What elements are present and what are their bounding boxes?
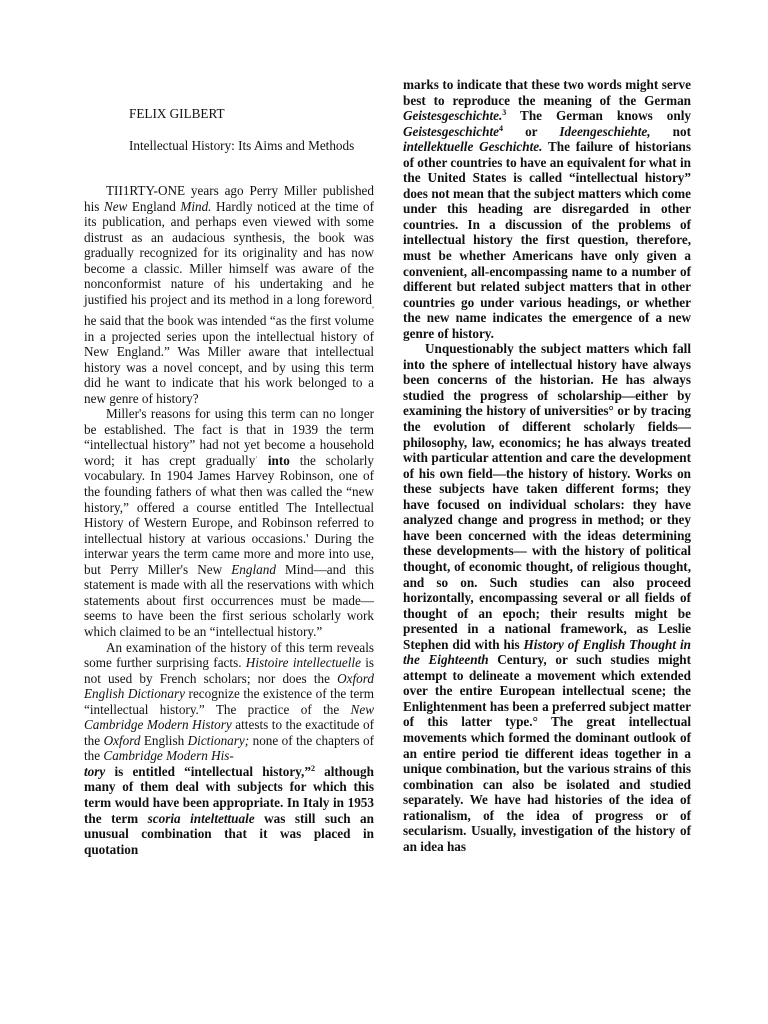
paragraph-4: marks to indicate that these two words might serve best to reproduce the meaning of the German Geistesgeschichte.$^3$ The German knows only Geistesgeschichte$^4$ or Ideengeschiehte, not intellektuelle Geschichte. The failure of historians of other countries to have an equivalent for what in the United States is called “intellectual history” does not mean that the subject matters which come under this heading are disregarded in other countries. In a discussion of the problems of intellectual history the first question, therefore, must be whether Americans have only given a convenient, all-encompassing name to a number of different but related subject matters that in other countries go under various headings, or whether the new name indicates the emergence of a new genre of history.: [403, 77, 692, 341]
left-column: [84, 183, 374, 857]
paragraph-3: An examination of the history of this term reveals some further surprising facts. Histoire intellectuelle is not used by French scholars; nor does the Oxford English Dictionary recognize the existence of the term “intellectual history.” The practice of the New Cambridge Modern History attests to the exactitude of the Oxford English Dictionary; none of the chapters of the Cambridge Modern His- tory is entitled “intellectual history,”$^2$ although many of them deal with subjects for which this term would have been appropriate. In Italy in 1953 the term scoria inteltettuale was still such an unusual combination that it was placed in quotation: [84, 639, 375, 857]
paragraph-5: Unquestionably the subject matters which fall into the sphere of intellectual history have always been concerns of the historian. He has always studied the progress of scholarship—either by examining the history of universities° or by tracing the evolution of different scholarly fields—philosophy, law, economics; he has always treated with particular attention and care the development of his own field—the history of history. Works on these subjects have taken different forms; they have focused on individual scholars: they have analyzed change and progress in method; or they have been concerned with the ideas determining these developments— with the history of political thought, of economic thought, of religious thought, and so on. Such studies can also proceed horizontally, encompassing several or all fields of thought of an epoch; their results might be presented in a national framework, as Leslie Stephen did with his History of English Thought in the Eighteenth Century, or such studies might attempt to delineate a movement which extended over the entire European intellectual scene; the Enlightenment has been a preferred subject matter of this latter type.° The great intellectual movements which formed the dominant outlook of an entire period tie different ideas together in a unique combination, but the various strains of this combination can also be isolated and studied separately. We have had histories of the idea of rationalism, of the idea of progress or of secularism. Usually, investigation of the history of an idea has: [403, 341, 692, 854]
paragraph-1: TII1RTY-ONE years ago Perry Miller published his New England Mind. Hardly noticed at the time of its publication, and perhaps even viewed with some distrust as an audacious synthesis, the book was gradually recognized for its originality and has now become a classic. Miller himself was aware of the nonconformist nature of his undertaking and he justified his project and its method in a long foreword$_,$ he said that the book was intended “as the first volume in a projected series upon the intellectual history of New England.” Was Miller aware that intellectual history was a novel concept, and by using this term did he want to indicate that his work belonged to a new genre of history?: [84, 183, 374, 406]
right-column: [403, 77, 691, 854]
author-name: FELIX GILBERT: [129, 106, 225, 121]
paragraph-2: Miller's reasons for using this term can no longer be established. The fact is that in 1939 the term “intellectual history” had not yet become a household word; it has crept gradually· into the scholarly vocabulary. In 1904 James Harvey Robinson, one of the founding fathers of what then was called the “new history,” offered a course entitled The Intellectual History of Western Europe, and Robinson referred to intellectual history at various occasions.' During the interwar years the term came more and more into use, but Perry Miller's New England Mind—and this statement is made with all the reservations with which statements about first occurrences must be made—seems to have been the first serious scholarly work which claimed to be an “intellectual history.”: [84, 406, 375, 639]
article-title: Intellectual History: Its Aims and Methods: [129, 138, 355, 153]
